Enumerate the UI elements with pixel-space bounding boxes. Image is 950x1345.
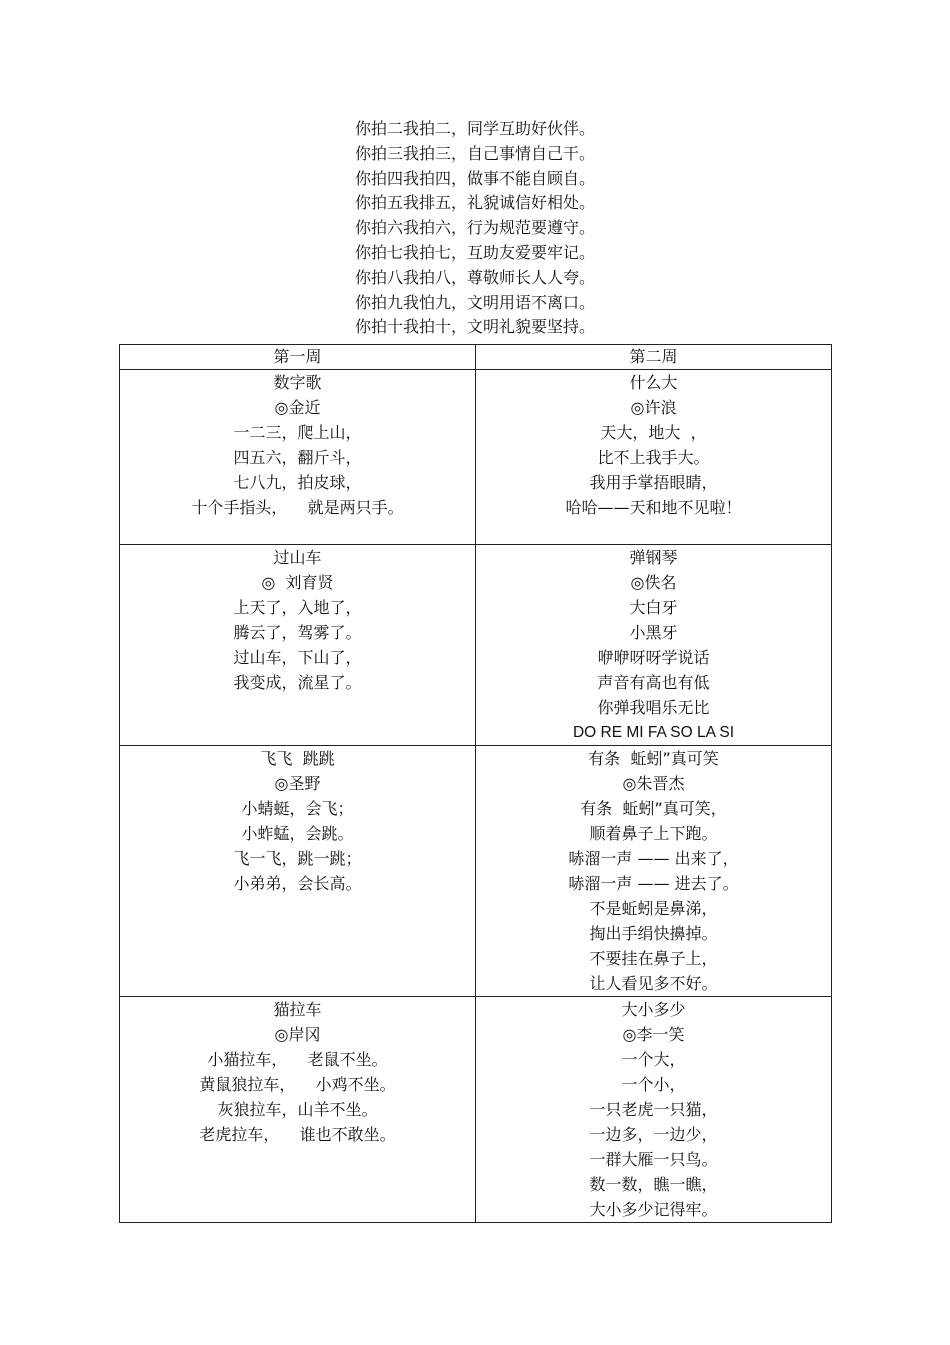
poem-cell bbox=[476, 997, 832, 1223]
poem-author: ◎佚名 bbox=[630, 573, 677, 592]
poem-line: 灰狼拉车，山羊不坐。 bbox=[217, 1100, 378, 1119]
poem-line: 顺着鼻子上下跑。 bbox=[589, 824, 718, 843]
poem-cell bbox=[120, 746, 476, 997]
poem-line: 老虎拉车， 谁也不敢坐。 bbox=[199, 1125, 396, 1144]
poem-line: 有条 蚯蚓”真可笑， bbox=[580, 799, 727, 818]
poem-cell bbox=[120, 370, 476, 545]
poem-line: 小蜻蜓，会飞； bbox=[241, 799, 354, 818]
poem-line: 你弹我唱乐无比 bbox=[597, 698, 710, 717]
poem-author: ◎许浪 bbox=[630, 398, 677, 417]
poem-line: 一边多，一边少， bbox=[589, 1125, 718, 1144]
intro-line: 你拍七我拍七，互助友爱要牢记。 bbox=[354, 242, 595, 262]
poem-line: 腾云了，驾雾了。 bbox=[233, 623, 362, 642]
poem-line: 大小多少记得牢。 bbox=[589, 1200, 718, 1219]
poem-line: 一只老虎一只猫， bbox=[589, 1100, 718, 1119]
poem-line: 小黑牙 bbox=[629, 623, 678, 642]
poem-line: 大白牙 bbox=[629, 598, 678, 617]
poem-title: 弹钢琴 bbox=[629, 548, 678, 567]
poem-title: 猫拉车 bbox=[273, 1000, 322, 1019]
poem-title: 什么大 bbox=[629, 373, 678, 392]
intro-line: 你拍十我拍十，文明礼貌要坚持。 bbox=[354, 317, 595, 337]
intro-line: 你拍六我拍六，行为规范要遵守。 bbox=[354, 218, 595, 238]
poem-line: 让人看见多不好。 bbox=[589, 974, 718, 993]
poem-line: 一个大， bbox=[621, 1050, 686, 1069]
poem-line: 一群大雁一只鸟。 bbox=[589, 1150, 718, 1169]
intro-line: 你拍三我拍三，自己事情自己干。 bbox=[354, 143, 595, 163]
poem-author: ◎金近 bbox=[274, 398, 321, 417]
intro-line: 你拍八我拍八，尊敬师长人人夸。 bbox=[354, 267, 595, 287]
poem-title: 飞飞 跳跳 bbox=[260, 749, 335, 768]
poem-line: 黄鼠狼拉车， 小鸡不坐。 bbox=[199, 1075, 396, 1094]
poem-author: ◎ 刘育贤 bbox=[261, 573, 334, 592]
poem-cell bbox=[120, 997, 476, 1223]
poem-line: 比不上我手大。 bbox=[597, 448, 710, 467]
poem-title: 数字歌 bbox=[273, 373, 322, 392]
week-one-header: 第一周 bbox=[120, 345, 476, 370]
poem-author: ◎李一笑 bbox=[622, 1025, 685, 1044]
intro-line: 你拍二我拍二，同学互助好伙伴。 bbox=[354, 119, 595, 138]
poem-cell bbox=[120, 545, 476, 746]
poem-schedule-table bbox=[119, 344, 832, 1223]
poem-line: 小猫拉车， 老鼠不坐。 bbox=[207, 1050, 388, 1069]
poem-line: 数一数，瞧一瞧， bbox=[589, 1175, 718, 1194]
poem-line: 四五六，翻斤斗， bbox=[233, 448, 362, 467]
poem-line: 不是蚯蚓是鼻涕， bbox=[589, 899, 718, 918]
poem-line: 一个小， bbox=[621, 1075, 686, 1094]
poem-cell bbox=[476, 370, 832, 545]
poem-line: 上天了，入地了， bbox=[233, 598, 362, 617]
poem-line: 一二三，爬上山， bbox=[233, 423, 362, 442]
poem-line: 哧溜一声 —— 出来了， bbox=[568, 849, 739, 868]
poem-line: 小蚱蜢，会跳。 bbox=[241, 824, 354, 843]
poem-line: 十个手指头， 就是两只手。 bbox=[191, 498, 404, 517]
poem-author: ◎岸冈 bbox=[274, 1025, 321, 1044]
poem-line: 小弟弟，会长高。 bbox=[233, 874, 362, 893]
poem-author: ◎朱晋杰 bbox=[622, 774, 685, 793]
poem-line: 我变成，流星了。 bbox=[233, 673, 362, 692]
poem-title: 大小多少 bbox=[621, 1000, 686, 1019]
poem-author: ◎圣野 bbox=[274, 774, 321, 793]
poem-line: 天大，地大 ， bbox=[600, 423, 707, 442]
poem-line: 我用手掌捂眼睛， bbox=[589, 473, 718, 492]
poem-line: DO RE MI FA SO LA SI bbox=[572, 724, 735, 741]
poem-line: 哈哈——天和地不见啦！ bbox=[565, 498, 742, 517]
poem-line: 飞一飞，跳一跳； bbox=[233, 849, 362, 868]
intro-chant bbox=[0, 117, 950, 340]
poem-cell bbox=[476, 545, 832, 746]
poem-line: 不要挂在鼻子上， bbox=[589, 949, 718, 968]
poem-line: 声音有高也有低 bbox=[597, 673, 710, 692]
table-header-row bbox=[120, 345, 832, 370]
intro-line: 你拍四我拍四，做事不能自顾自。 bbox=[354, 168, 595, 188]
poem-line: 哧溜一声 —— 进去了。 bbox=[568, 874, 739, 893]
poem-line: 咿咿呀呀学说话 bbox=[597, 648, 710, 667]
poem-title: 有条 蚯蚓”真可笑 bbox=[588, 749, 719, 768]
table-row bbox=[120, 746, 832, 997]
poem-line: 掏出手绢快擤掉。 bbox=[589, 924, 718, 943]
table-row bbox=[120, 370, 832, 545]
table-row bbox=[120, 997, 832, 1223]
poem-title: 过山车 bbox=[273, 548, 322, 567]
poem-line: 七八九，拍皮球， bbox=[233, 473, 362, 492]
table-row bbox=[120, 545, 832, 746]
intro-line: 你拍九我怕九，文明用语不离口。 bbox=[354, 292, 595, 312]
poem-cell bbox=[476, 746, 832, 997]
poem-line: 过山车，下山了， bbox=[233, 648, 362, 667]
intro-line: 你拍五我排五，礼貌诚信好相处。 bbox=[354, 193, 595, 213]
week-two-header: 第二周 bbox=[476, 345, 832, 370]
